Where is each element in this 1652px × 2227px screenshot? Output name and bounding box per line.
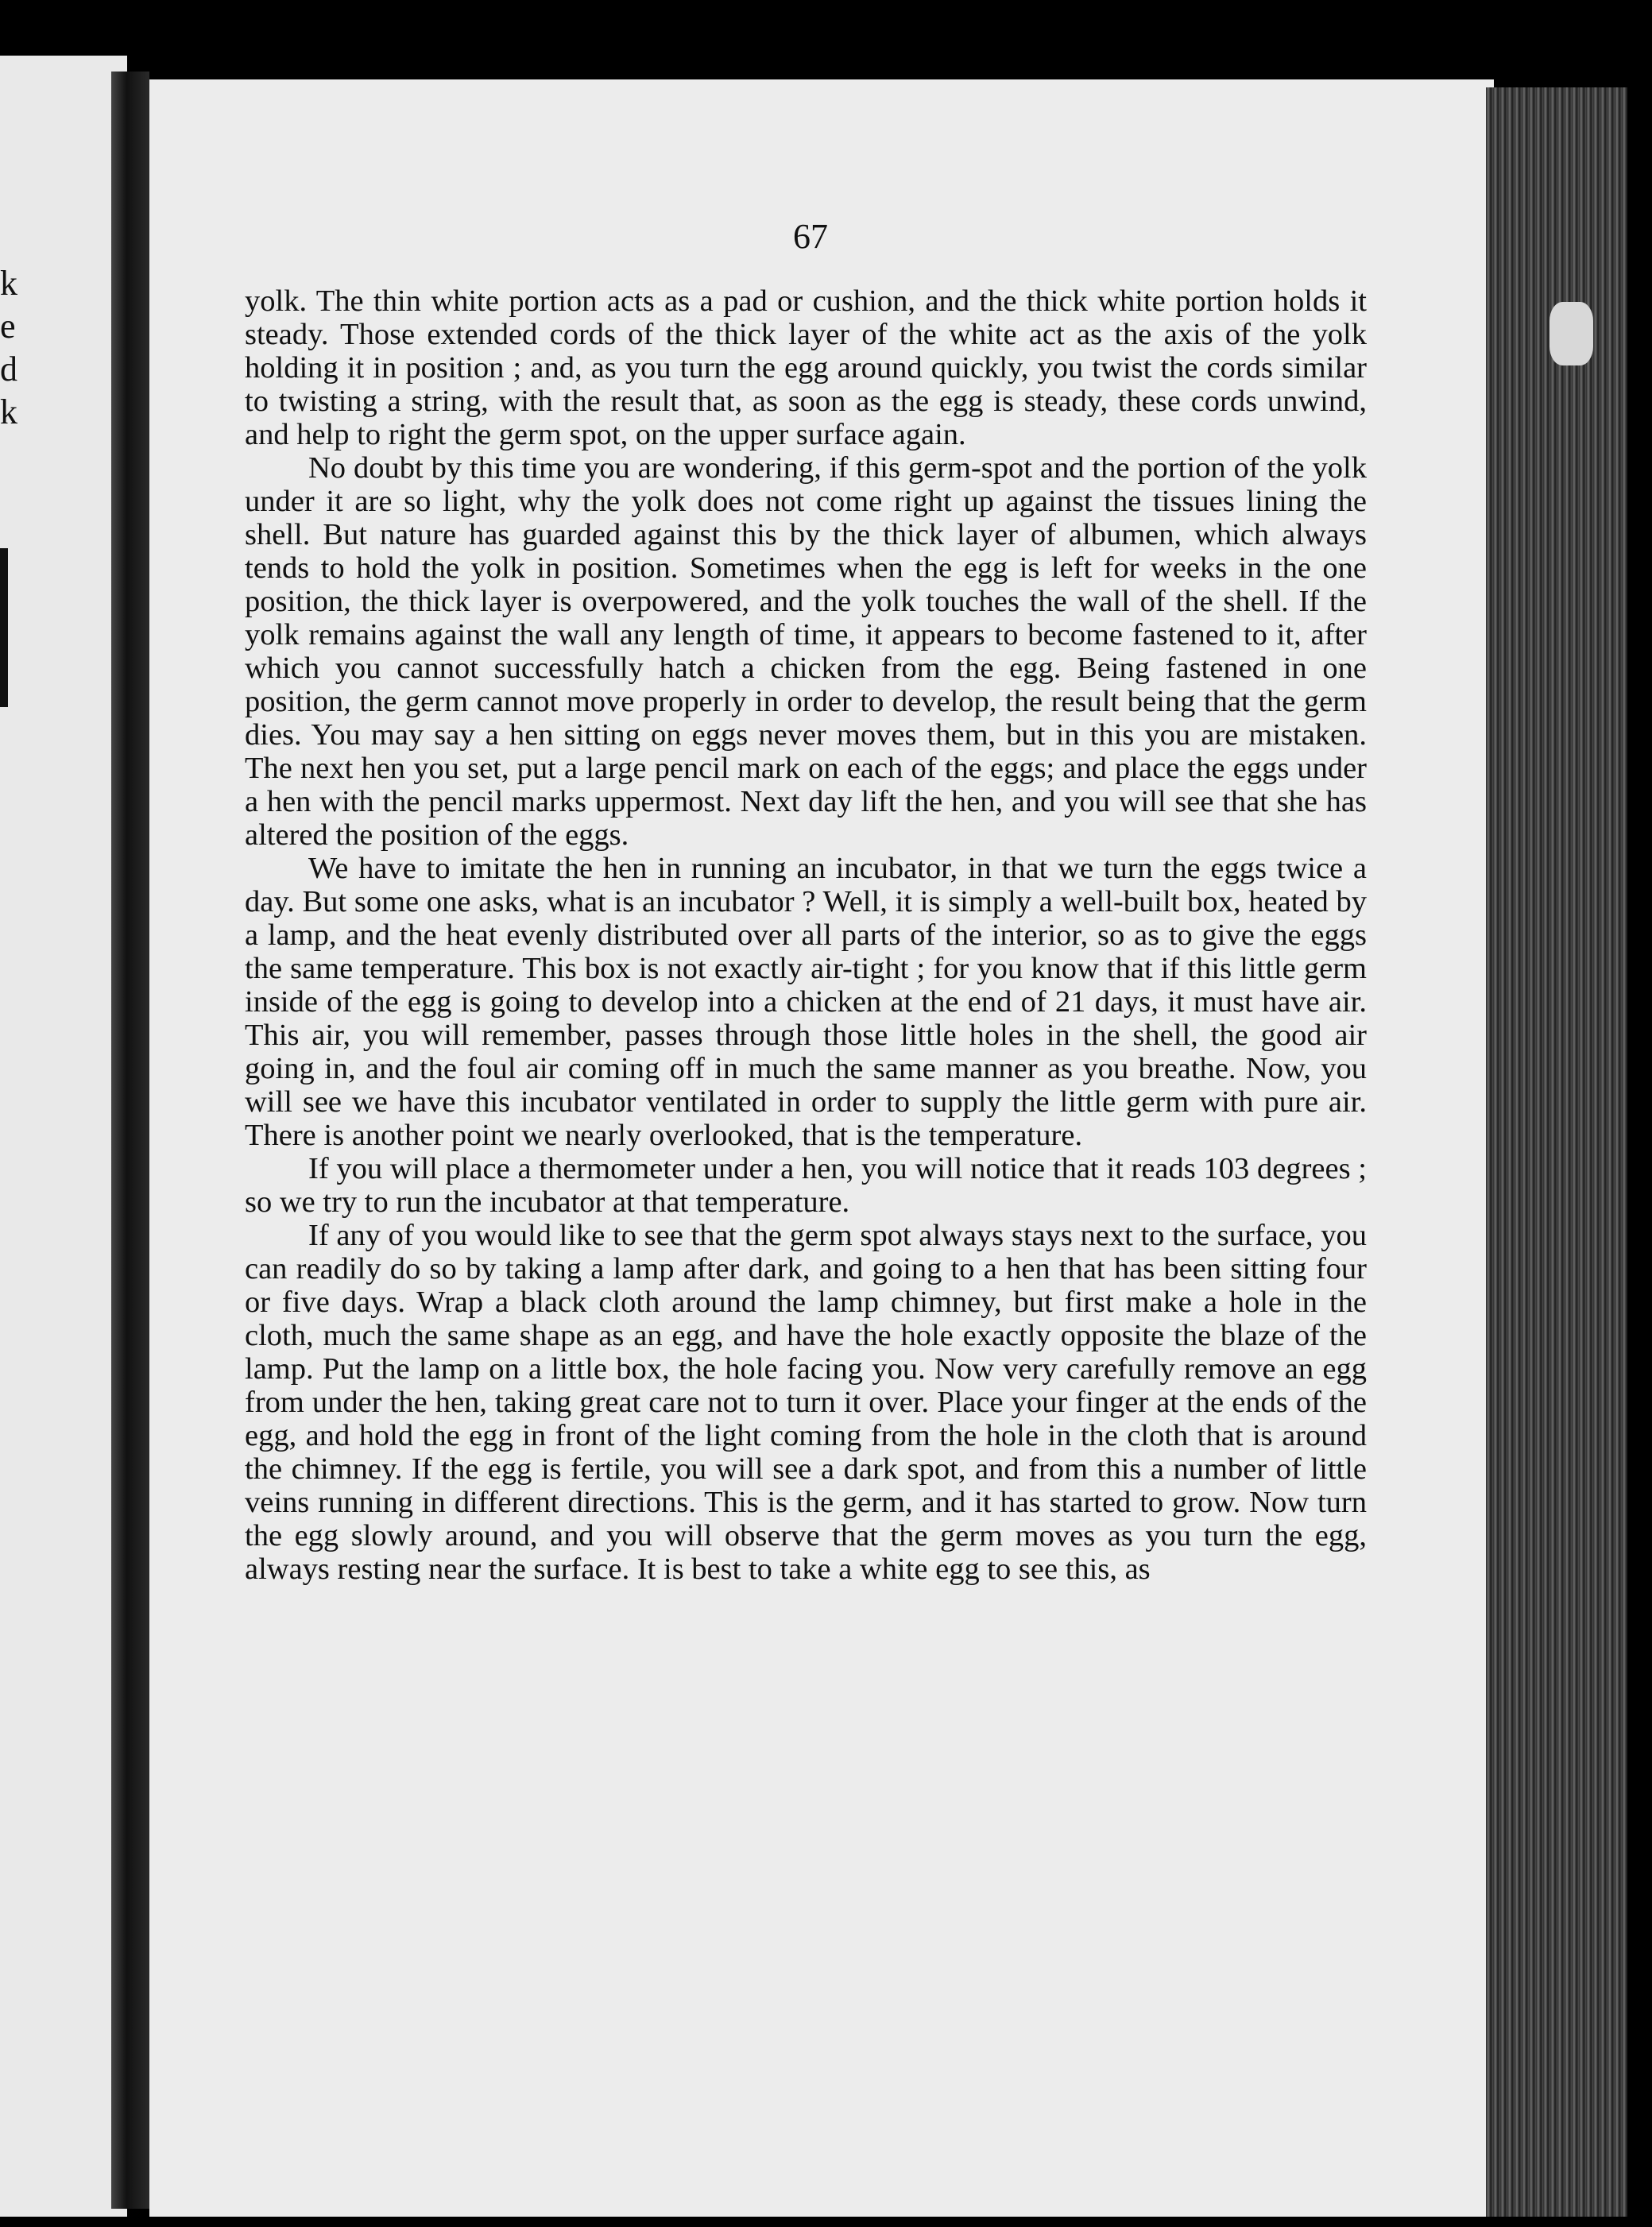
left-fragment: k — [0, 264, 17, 303]
left-fragment: d — [0, 350, 17, 389]
paragraph: We have to imitate the hen in running an incubator, in that we turn the eggs twice a day. But some one asks, what is an incubator ? Well, it is simply a well-built box, heated by a lamp, and the heat evenly distributed over all parts of the interior, so as to give the eggs the same temperature. This box is not exactly air-tight ; for you know that if this little germ inside of the egg is going to develop into a chicken at the end of 21 days, it must have air. This air, you will remember, passes through those little holes in the shell, the good air going in, and the foul air coming off in much the same manner as you breathe. Now, you will see we have this incubator ventilated in order to supply the little germ with pure air. There is another point we nearly overlooked, that is the temperature. — [245, 852, 1367, 1152]
page-body-text — [245, 284, 1367, 1586]
left-facing-page — [0, 56, 127, 2217]
page-edges — [1486, 87, 1627, 2217]
paragraph: If any of you would like to see that the germ spot always stays next to the surface, you can readily do so by taking a lamp after dark, and going to a hen that has been sitting four or five days. Wrap a black cloth around the lamp chimney, but first make a hole in the cloth, much the same shape as an egg, and have the hole exactly opposite the blaze of the lamp. Put the lamp on a little box, the hole facing you. Now very carefully remove an egg from under the hen, taking great care not to turn it over. Place your finger at the ends of the egg, and hold the egg in front of the light coming from the hole in the cloth that is around the chimney. If the egg is fertile, you will see a dark spot, and from this a number of little veins running in different directions. This is the germ, and it has started to grow. Now turn the egg slowly around, and you will observe that the germ moves as you turn the egg, always resting near the surface. It is best to take a white egg to see this, as — [245, 1219, 1367, 1586]
left-page-dark-mark — [0, 548, 8, 707]
page-edge-tear — [1549, 302, 1593, 365]
left-fragment: k — [0, 392, 17, 431]
page-number: 67 — [793, 217, 828, 256]
paragraph: No doubt by this time you are wondering, if this germ-spot and the portion of the yolk under it are so light, why the yolk does not come right up against the tissues lining the shell. But nature has guarded against this by the thick layer of albumen, which always tends to hold the yolk in position. Sometimes when the egg is left for weeks in the one position, the thick layer is overpowered, and the yolk touches the wall of the shell. If the yolk remains against the wall any length of time, it appears to become fastened to it, after which you cannot successfully hatch a chicken from the egg. Being fastened in one position, the germ cannot move properly in order to develop, the result being that the germ dies. You may say a hen sitting on eggs never moves them, but in this you are mistaken. The next hen you set, put a large pencil mark on each of the eggs; and place the eggs under a hen with the pencil marks uppermost. Next day lift the hen, and you will see that she has altered the position of the eggs. — [245, 451, 1367, 852]
left-page-text-fragments — [0, 262, 16, 434]
book-gutter — [111, 72, 149, 2209]
paragraph: yolk. The thin white portion acts as a pad or cushion, and the thick white portion holds it steady. Those extended cords of the thick layer of the white act as the axis of the yolk holding it in position ; and, as you turn the egg around quickly, you twist the cords similar to twisting a string, with the result that, as soon as the egg is steady, these cords unwind, and help to right the germ spot, on the upper surface again. — [245, 284, 1367, 451]
left-fragment: e — [0, 307, 16, 346]
paragraph: If you will place a thermometer under a hen, you will notice that it reads 103 degrees ; so we try to run the incubator at that temperature. — [245, 1152, 1367, 1219]
